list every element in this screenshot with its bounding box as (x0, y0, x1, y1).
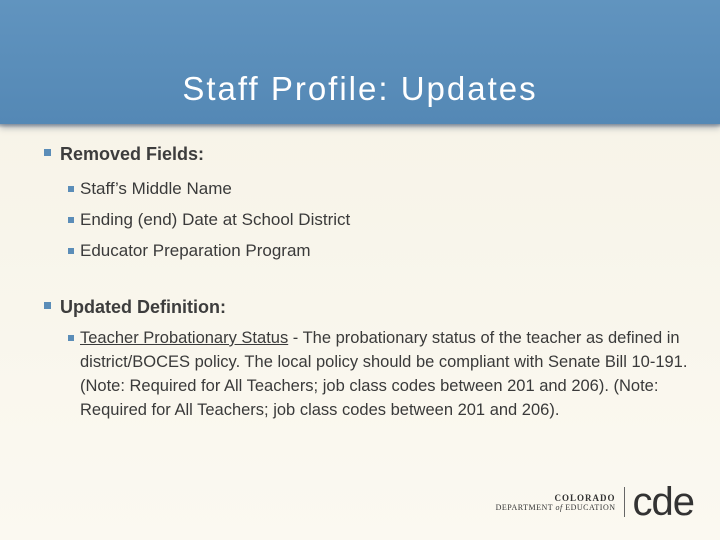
slide-title: Staff Profile: Updates (182, 70, 538, 108)
banner-shadow (0, 124, 720, 128)
logo-line-2-of: of (555, 502, 563, 512)
removed-fields-section (44, 141, 694, 266)
list-item-text: Ending (end) Date at School District (80, 210, 351, 229)
definition-term: Teacher Probationary Status (80, 329, 289, 347)
logo-line-1: COLORADO (554, 492, 616, 503)
definition-separator: - (288, 329, 303, 347)
bullet-square-icon (68, 248, 74, 254)
bullet-square-icon (68, 335, 74, 341)
section-heading: Updated Definition: (60, 297, 226, 317)
list-item (44, 204, 694, 235)
definition-list (44, 326, 694, 422)
bullet-square-icon (68, 217, 74, 223)
list-item-text: Educator Preparation Program (80, 241, 311, 260)
definition-item (44, 326, 694, 422)
bullet-square-icon (68, 186, 74, 192)
logo-wordmark (496, 493, 616, 512)
logo-divider (624, 487, 625, 517)
bullet-square-icon (44, 302, 51, 309)
bullet-square-icon (44, 149, 51, 156)
section-heading: Removed Fields: (60, 144, 205, 164)
definition-text: The probationary status of the teacher as defined in district/BOCES policy. The local policy should be compliant with Senate Bill 10-191. (Note: Required for All Teachers; job class codes between 201 and 206). (Note: Required for All Teachers; job class codes between 201 and 206). (80, 329, 688, 419)
logo-line-2a: DEPARTMENT (495, 502, 553, 512)
logo-line-2b: EDUCATION (565, 502, 616, 512)
removed-fields-list (44, 173, 694, 266)
list-item-text: Staff’s Middle Name (80, 179, 232, 198)
logo-line-2 (496, 503, 616, 512)
list-item (44, 173, 694, 204)
list-item (44, 235, 694, 266)
updated-definition-section (44, 294, 694, 422)
slide-body (44, 141, 694, 422)
cde-logo (496, 482, 694, 522)
logo-mark: cde (632, 480, 694, 524)
